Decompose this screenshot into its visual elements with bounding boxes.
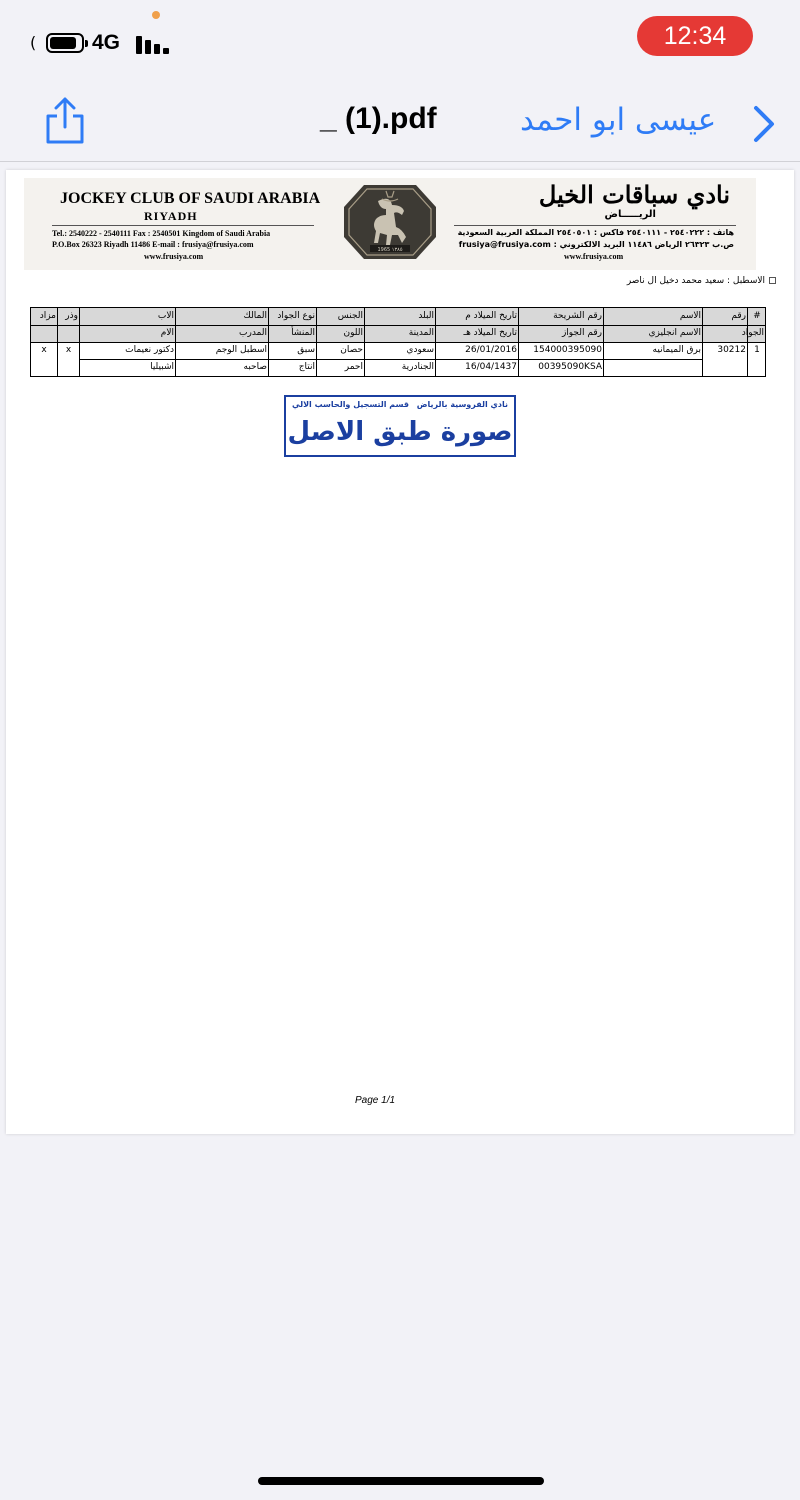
table-cell: صاحبه — [243, 362, 267, 372]
network-type: 4G — [92, 31, 121, 54]
table-cell: سبق — [297, 345, 315, 355]
letterhead-ar-tel: هاتف : ٢٥٤٠٢٢٢ - ٢٥٤٠١١١ فاكس : ٢٥٤٠٥٠١ المملكة العربية السعودية — [457, 228, 734, 237]
stamp-club: نادي الفروسية بالرياض — [416, 400, 508, 409]
header-cell: رقم الجواز — [561, 328, 602, 338]
table-col-divider — [702, 308, 703, 376]
header-cell: المدينة — [408, 328, 434, 338]
table-col-divider — [603, 308, 604, 376]
table-cell: دكتور نعيمات — [125, 345, 174, 355]
logo-years: 1965 ١٣٨٥ — [377, 247, 403, 253]
table-cell: 154000395090 — [533, 345, 602, 355]
table-col-divider — [316, 308, 317, 376]
header-cell: الام — [160, 328, 174, 338]
table-col-divider — [518, 308, 519, 376]
header-cell: مزاد — [39, 311, 56, 321]
header-cell: البلد — [418, 311, 434, 321]
table-cell: x — [65, 345, 72, 355]
header-cell: رقم الشريحة — [553, 311, 602, 321]
table-cell: الجنادرية — [401, 362, 434, 372]
signal-strength-icon — [136, 34, 176, 54]
table-col-divider — [435, 308, 436, 376]
table-cell: 1 — [754, 345, 760, 355]
header-cell: وذر — [65, 311, 78, 321]
page-number: Page 1/1 — [355, 1095, 396, 1106]
header-cell: نوع الجواد — [277, 311, 315, 321]
table-cell: اسطبل الوجم — [215, 345, 267, 355]
table-cell: احمر — [344, 362, 363, 372]
table-cell: انتاج — [298, 362, 315, 372]
table-cell: حصان — [340, 345, 363, 355]
battery-tip-icon: ( — [30, 33, 37, 52]
table-col-divider — [57, 308, 58, 376]
club-logo-icon — [342, 181, 438, 263]
letterhead-ar-web: www.frusiya.com — [564, 252, 624, 261]
status-time[interactable]: 12:34 — [637, 16, 753, 56]
document-title: _ (1).pdf — [320, 102, 437, 135]
header-cell: الجنس — [337, 311, 363, 321]
back-button-label[interactable]: عيسى ابو احمد — [520, 102, 717, 138]
stamp-department: قسم التسجيل والحاسب الالي — [292, 400, 409, 409]
divider — [52, 225, 314, 226]
header-cell: الاب — [157, 311, 174, 321]
certified-copy-stamp — [284, 395, 516, 457]
table-cell: سعودي — [406, 345, 434, 355]
table-col-divider — [747, 308, 748, 376]
share-icon[interactable] — [40, 96, 90, 146]
chevron-right-icon[interactable] — [750, 104, 780, 144]
table-cell: 30212 — [717, 345, 746, 355]
letterhead-en-po: P.O.Box 26323 Riyadh 11486 E-mail : frusiya@frusiya.com — [52, 240, 254, 249]
table-cell: 00395090KSA — [538, 362, 602, 372]
navigation-bar — [0, 80, 800, 162]
stamp-main-text: صورة طبق الاصل — [287, 417, 513, 447]
letterhead — [24, 178, 756, 270]
table-cell: اشبيليا — [150, 362, 174, 372]
letterhead-en-web: www.frusiya.com — [144, 252, 204, 261]
divider — [454, 225, 736, 226]
header-cell: الاسم — [679, 311, 701, 321]
stable-owner-text: الاسطبل : سعيد محمد دخيل ال ناصر — [626, 276, 765, 286]
header-cell: # — [753, 311, 761, 321]
header-cell: تاريخ الميلاد هـ — [463, 328, 517, 338]
battery-icon — [46, 33, 84, 53]
pdf-page — [6, 170, 794, 1134]
table-cell: 16/04/1437 — [465, 362, 517, 372]
letterhead-ar-po: ص.ب ٢٦٣٢٣ الرياض ١١٤٨٦ البريد الالكتروني : frusiya@frusiya.com — [458, 240, 734, 249]
letterhead-en-tel: Tel.: 2540222 - 2540111 Fax : 2540501 Kingdom of Saudi Arabia — [52, 229, 271, 238]
header-cell: الاسم انجليزي — [648, 328, 701, 338]
stable-owner-line — [627, 276, 776, 286]
header-cell: اللون — [343, 328, 363, 338]
table-col-divider — [175, 308, 176, 376]
privacy-indicator-dot — [152, 11, 160, 19]
letterhead-en-title: JOCKEY CLUB OF SAUDI ARABIA — [60, 190, 321, 207]
letterhead-ar-city: الريـــــاض — [604, 209, 656, 220]
table-col-divider — [364, 308, 365, 376]
status-bar — [0, 0, 800, 80]
header-cell: تاريخ الميلاد م — [465, 311, 517, 321]
letterhead-en-city: RIYADH — [144, 209, 198, 223]
table-col-divider — [268, 308, 269, 376]
table-cell: x — [41, 345, 47, 355]
horse-registration-table — [30, 307, 766, 377]
header-cell: المدرب — [239, 328, 267, 338]
header-cell: رقم — [731, 311, 746, 321]
checkbox-icon — [769, 277, 776, 284]
table-col-divider — [79, 308, 80, 376]
table-cell: برق الميمانيه — [652, 345, 701, 355]
table-cell: 26/01/2016 — [465, 345, 517, 355]
header-cell: المالك — [243, 311, 267, 321]
header-cell: الجواد — [741, 328, 764, 338]
header-cell: المنشأ — [291, 328, 315, 338]
home-indicator[interactable] — [258, 1477, 544, 1485]
letterhead-ar-title: نادي سباقات الخيل — [538, 180, 730, 209]
